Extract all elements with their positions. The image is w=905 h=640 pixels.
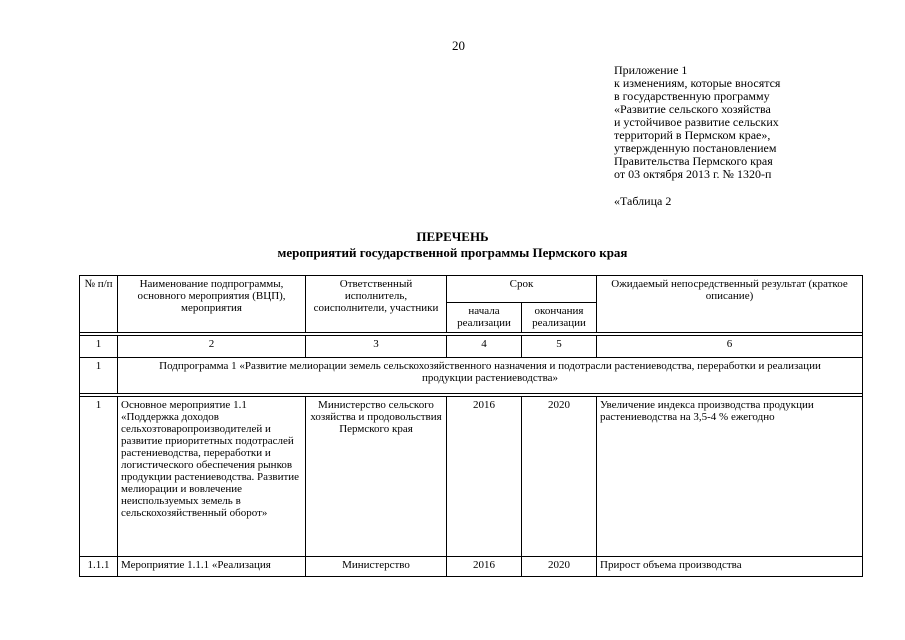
row-result: Прирост объема производства (597, 557, 863, 577)
table-reference: «Таблица 2 (614, 194, 672, 208)
header-num: № п/п (80, 276, 118, 333)
appendix-line: Правительства Пермского края (614, 154, 773, 168)
appendix-line: Приложение 1 (614, 63, 688, 77)
header-result: Ожидаемый непосредственный результат (краткое описание) (597, 276, 863, 333)
appendix-line: и устойчивое развитие сельских (614, 115, 779, 129)
page-number: 20 (452, 38, 465, 53)
row-num: 1.1.1 (80, 557, 118, 577)
row-start: 2016 (447, 397, 522, 557)
row-executor: Министерство (306, 557, 447, 577)
subprogram-title: Подпрограмма 1 «Развитие мелиорации земель сельскохозяйственного назначения и подотрасли растениеводства, переработки и реализации продукции растениеводства» (118, 358, 863, 394)
appendix-block (614, 64, 874, 181)
subprogram-num: 1 (80, 358, 118, 394)
header-term: Срок (447, 276, 597, 303)
appendix-line: территорий в Пермском крае», (614, 128, 771, 142)
col-number-2: 2 (118, 336, 306, 358)
col-number-5: 5 (522, 336, 597, 358)
col-number-3: 3 (306, 336, 447, 358)
header-start: начала реализации (447, 303, 522, 333)
appendix-line: «Развитие сельского хозяйства (614, 102, 771, 116)
title-line-1: ПЕРЕЧЕНЬ (416, 229, 489, 244)
header-executor: Ответственный исполнитель, соисполнители, участники (306, 276, 447, 333)
col-number-4: 4 (447, 336, 522, 358)
title-line-2: мероприятий государственной программы Пермского края (277, 245, 628, 260)
row-executor: Министерство сельского хозяйства и продовольствия Пермского края (306, 397, 447, 557)
row-end: 2020 (522, 397, 597, 557)
row-name: Мероприятие 1.1.1 «Реализация (118, 557, 306, 577)
col-number-1: 1 (80, 336, 118, 358)
row-start: 2016 (447, 557, 522, 577)
header-end: окончания реализации (522, 303, 597, 333)
table-row (80, 397, 863, 557)
measures-table (79, 275, 863, 577)
row-result: Увеличение индекса производства продукции растениеводства на 3,5-4 % ежегодно (597, 397, 863, 557)
appendix-line: в государственную программу (614, 89, 770, 103)
document-title (0, 229, 905, 261)
table-row (80, 557, 863, 577)
row-name: Основное мероприятие 1.1 «Поддержка доходов сельхозтоваропроизводителей и развитие приоритетных подотраслей растениеводства, переработки и логистического обеспечения рынков продукции растениеводства. Развитие мелиорации и вовлечение неиспользуемых земель в сельскохозяйственный оборот» (118, 397, 306, 557)
appendix-line: утвержденную постановлением (614, 141, 777, 155)
header-name: Наименование подпрограммы, основного мероприятия (ВЦП), мероприятия (118, 276, 306, 333)
subprogram-row (80, 358, 863, 394)
col-number-6: 6 (597, 336, 863, 358)
appendix-line: к изменениям, которые вносятся (614, 76, 781, 90)
row-end: 2020 (522, 557, 597, 577)
row-num: 1 (80, 397, 118, 557)
appendix-line: от 03 октября 2013 г. № 1320-п (614, 167, 772, 181)
